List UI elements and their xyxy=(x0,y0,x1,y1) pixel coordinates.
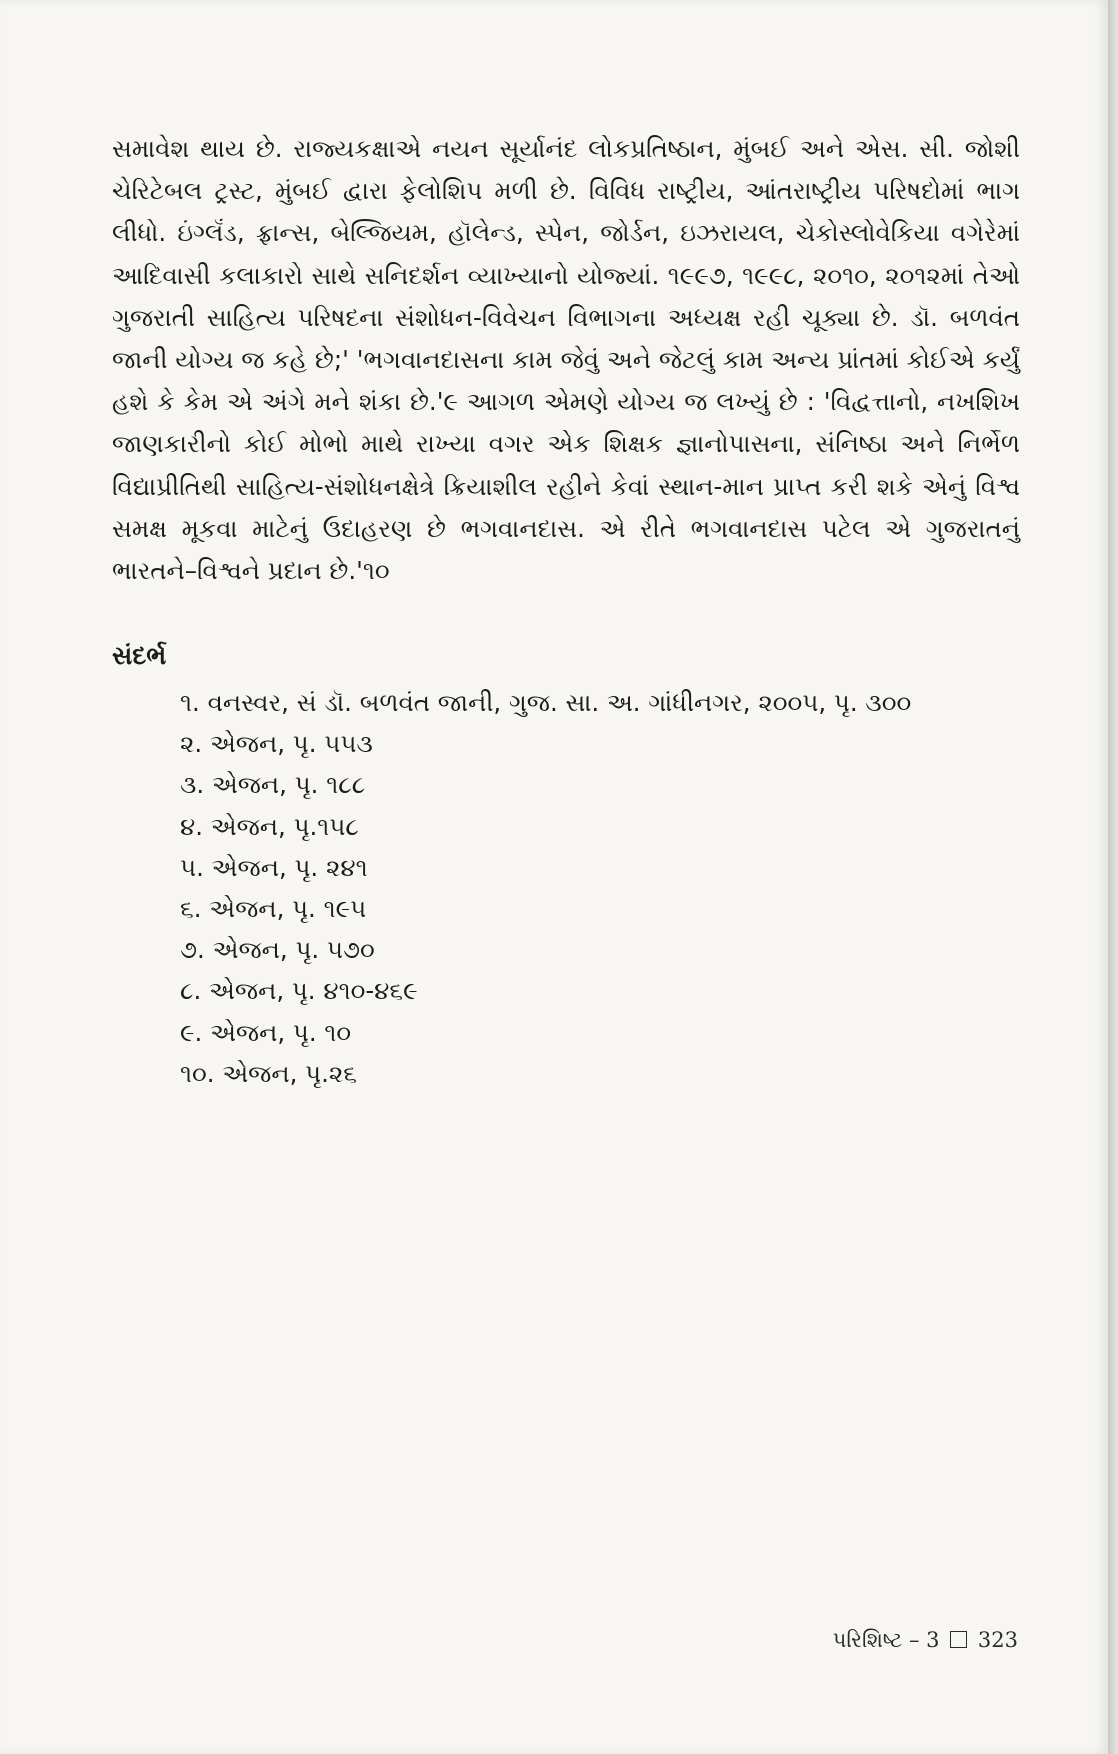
reference-item: ૩. એજન, પૃ. ૧૮૮ xyxy=(180,770,366,800)
page-footer xyxy=(833,1628,1018,1653)
reference-item: ૧૦. એજન, પૃ.૨૬ xyxy=(180,1058,357,1088)
reference-item: ૨. એજન, પૃ. ૫૫૩ xyxy=(180,729,373,759)
reference-item: ૯. એજન, પૃ. ૧૦ xyxy=(180,1017,352,1047)
reference-item: ૧. વનસ્વર, સં ડૉ. બળવંત જાની, ગુજ. સા. અ. ગાંધીનગર, ૨૦૦૫, પૃ. ૩૦૦ xyxy=(180,688,912,717)
page-edge-shadow xyxy=(1108,0,1118,1754)
reference-item: ૪. એજન, પૃ.૧૫૮ xyxy=(180,811,359,841)
footer-section-label: પરિશિષ્ટ – 3 xyxy=(832,1628,940,1652)
reference-item: ૮. એજન, પૃ. ૪૧૦-૪૬૯ xyxy=(180,976,418,1006)
references-list xyxy=(180,682,911,1094)
reference-item: ૫. એજન, પૃ. ૨૪૧ xyxy=(180,852,368,882)
body-paragraph: સમાવેશ થાય છે. રાજ્યકક્ષાએ નયન સૂર્યાનંદ લોકપ્રતિષ્ઠાન, મુંબઈ અને એસ. સી. જોશી ચેરિટેબલ ટ્રસ્ટ, મુંબઈ દ્વારા ફેલોશિપ મળી છે. વિવિધ રાષ્ટ્રીય, આંતરાષ્ટ્રીય પરિષદોમાં ભાગ લીધો. ઇંગ્લૅંડ, ફ્રાન્સ, બેલ્જિયમ, હૉલેન્ડ, સ્પેન, જોર્ડન, ઇઝરાયલ, ચેકોસ્લોવેકિયા વગેરેમાં આદિવાસી કલાકારો સાથે સનિદર્શન વ્યાખ્યાનો યોજ્યાં. ૧૯૯૭, ૧૯૯૮, ૨૦૧૦, ૨૦૧૨માં તેઓ ગુજરાતી સાહિત્ય પરિષદના સંશોધન-વિવેચન વિભાગના અધ્યક્ષ રહી ચૂક્યા છે. ડૉ. બળવંત જાની યોગ્ય જ કહે છે;' 'ભગવાનદાસના કામ જેવું અને જેટલું કામ અન્ય પ્રાંતમાં કોઈએ કર્યું હશે કે કેમ એ અંગે મને શંકા છે.'૯ આગળ એમણે યોગ્ય જ લખ્યું છે : 'વિદ્વત્તાનો, નખશિખ જાણકારીનો કોઈ મોભો માથે રાખ્યા વગર એક શિક્ષક જ્ઞાનોપાસના, સંનિષ્ઠા અને નિર્ભેળ વિદ્યાપ્રીતિથી સાહિત્ય-સંશોધનક્ષેત્રે ક્રિયાશીલ રહીને કેવાં સ્થાન-માન પ્રાપ્ત કરી શકે એનું વિશ્વ સમક્ષ મૂકવા માટેનું ઉદાહરણ છે ભગવાનદાસ. એ રીતે ભગવાનદાસ પટેલ એ ગુજરાતનું ભારતને–વિશ્વને પ્રદાન છે.'૧૦ xyxy=(112,134,1020,586)
reference-item: ૭. એજન, પૃ. ૫૭૦ xyxy=(180,935,375,965)
page-number: 323 xyxy=(977,1628,1018,1652)
reference-item: ૬. એજન, પૃ. ૧૯૫ xyxy=(180,893,367,923)
square-box-icon xyxy=(950,1631,967,1648)
references-heading: સંદર્ભ xyxy=(112,641,167,670)
